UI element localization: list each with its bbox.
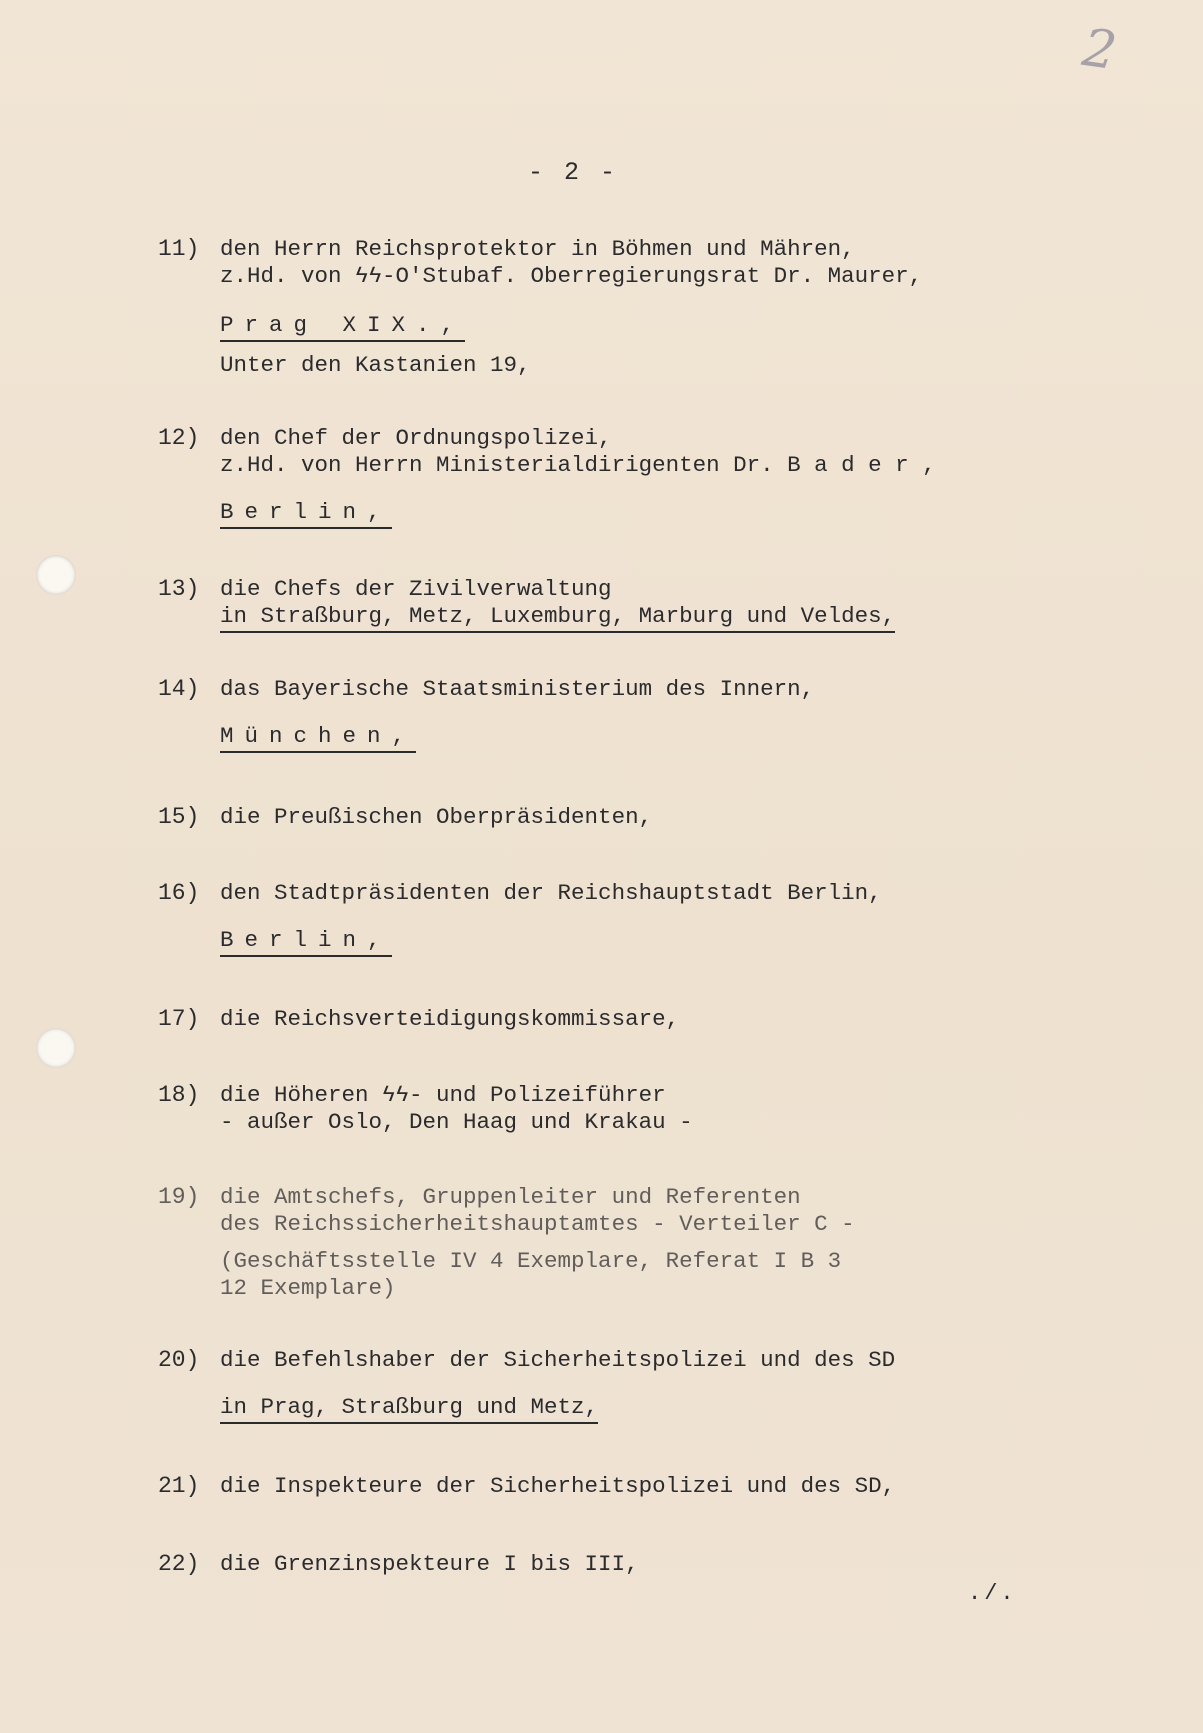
item-note: (Geschäftsstelle IV 4 Exemplare, Referat I B 3 [220, 1248, 842, 1274]
place-name: Berlin, [220, 927, 392, 957]
item-number: 13) [158, 576, 200, 602]
item-line: in Straßburg, Metz, Luxemburg, Marburg und Veldes, [220, 603, 895, 633]
item-line: z.Hd. von ϟϟ-O'Stubaf. Oberregierungsrat Dr. Maurer, [220, 263, 923, 289]
item-line: die Amtschefs, Gruppenleiter und Referenten [220, 1184, 801, 1210]
item-line: den Chef der Ordnungspolizei, [220, 425, 612, 451]
item-number: 14) [158, 676, 200, 702]
item-number: 20) [158, 1347, 200, 1373]
item-number: 18) [158, 1082, 200, 1108]
item-number: 15) [158, 804, 200, 830]
item-number: 11) [158, 236, 200, 262]
item-line: die Höheren ϟϟ- und Polizeiführer [220, 1082, 666, 1108]
place-name: in Prag, Straßburg und Metz, [220, 1394, 598, 1424]
page-number: - 2 - [528, 158, 619, 187]
place-name: Prag XIX., [220, 312, 465, 342]
item-number: 12) [158, 425, 200, 451]
continuation-mark: ./. [968, 1581, 1017, 1606]
item-line: die Befehlshaber der Sicherheitspolizei und des SD [220, 1347, 896, 1373]
item-line: - außer Oslo, Den Haag und Krakau - [220, 1109, 693, 1135]
item-number: 19) [158, 1184, 200, 1210]
item-line: die Inspekteure der Sicherheitspolizei und des SD, [220, 1473, 896, 1499]
item-line: die Reichsverteidigungskommissare, [220, 1006, 680, 1032]
item-line: des Reichssicherheitshauptamtes - Verteiler C - [220, 1211, 855, 1237]
place-name: München, [220, 723, 416, 753]
punch-hole-top [36, 555, 76, 595]
place-name: Berlin, [220, 499, 392, 529]
item-line: die Chefs der Zivilverwaltung [220, 576, 612, 602]
pencil-folio-number: 2 [1078, 17, 1121, 83]
item-line: die Grenzinspekteure I bis III, [220, 1551, 639, 1577]
item-line: z.Hd. von Herrn Ministerialdirigenten Dr. B a d e r , [220, 452, 936, 478]
item-line: den Stadtpräsidenten der Reichshauptstadt Berlin, [220, 880, 882, 906]
item-number: 16) [158, 880, 200, 906]
item-line: das Bayerische Staatsministerium des Innern, [220, 676, 815, 702]
item-number: 21) [158, 1473, 200, 1499]
item-line: die Preußischen Oberpräsidenten, [220, 804, 653, 830]
item-note: 12 Exemplare) [220, 1275, 396, 1301]
item-number: 17) [158, 1006, 200, 1032]
punch-hole-bottom [36, 1028, 76, 1068]
item-line: den Herrn Reichsprotektor in Böhmen und Mähren, [220, 236, 855, 262]
item-address: Unter den Kastanien 19, [220, 352, 531, 378]
item-number: 22) [158, 1551, 200, 1577]
